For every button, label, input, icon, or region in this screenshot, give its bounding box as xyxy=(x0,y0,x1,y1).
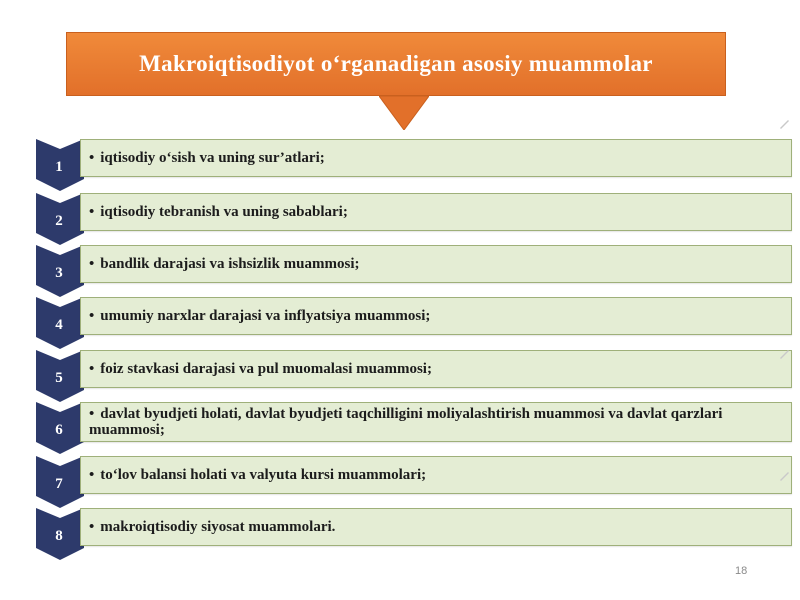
item-text: iqtisodiy tebranish va uning sabablari; xyxy=(100,204,348,220)
item-bar xyxy=(80,245,792,283)
item-text: to‘lov balansi holati va valyuta kursi muammolari; xyxy=(100,467,427,483)
bullet: • xyxy=(89,467,95,483)
list-item-3 xyxy=(36,245,760,297)
item-text: umumiy narxlar darajasi va inflyatsiya muammosi; xyxy=(100,308,431,324)
item-bar xyxy=(80,193,792,231)
item-number: 3 xyxy=(55,265,63,281)
bullet: • xyxy=(89,308,95,324)
item-text: iqtisodiy o‘sish va uning sur’atlari; xyxy=(100,150,325,166)
item-text: makroiqtisodiy siyosat muammolari. xyxy=(100,519,336,535)
title-banner xyxy=(66,32,726,96)
list-item-6 xyxy=(36,402,760,454)
item-number: 6 xyxy=(55,422,63,438)
item-number: 8 xyxy=(55,528,63,544)
item-text: foiz stavkasi darajasi va pul muomalasi muammosi; xyxy=(100,361,432,377)
down-arrow-icon xyxy=(379,96,429,130)
slide-title: Makroiqtisodiyot o‘rganadigan asosiy muammolar xyxy=(139,51,653,76)
bullet: • xyxy=(89,256,95,272)
item-number: 5 xyxy=(55,370,63,386)
list-item-5 xyxy=(36,350,760,402)
item-number: 7 xyxy=(55,476,63,492)
list-item-4 xyxy=(36,297,760,349)
item-bar xyxy=(80,297,792,335)
bullet: • xyxy=(89,204,95,220)
list-item-2 xyxy=(36,193,760,245)
list-item-8 xyxy=(36,508,760,560)
item-bar xyxy=(80,350,792,388)
item-text: davlat byudjeti holati, davlat byudjeti taqchilligini moliyalashtirish muammosi va davlat qarzlari muammosi; xyxy=(89,406,723,438)
bullet: • xyxy=(89,150,95,166)
bullet: • xyxy=(89,519,95,535)
pin-icon xyxy=(778,470,790,482)
page-number: 18 xyxy=(735,565,748,577)
item-bar xyxy=(80,402,792,442)
list-item-7 xyxy=(36,456,760,508)
item-number: 2 xyxy=(55,213,63,229)
item-number: 4 xyxy=(55,317,63,333)
list-item-1 xyxy=(36,139,760,191)
pin-icon xyxy=(778,348,790,360)
item-number: 1 xyxy=(55,159,63,175)
bullet: • xyxy=(89,361,95,377)
item-bar xyxy=(80,508,792,546)
item-bar xyxy=(80,139,792,177)
pin-icon xyxy=(778,118,790,130)
item-bar xyxy=(80,456,792,494)
item-text: bandlik darajasi va ishsizlik muammosi; xyxy=(100,256,360,272)
bullet: • xyxy=(89,406,95,422)
